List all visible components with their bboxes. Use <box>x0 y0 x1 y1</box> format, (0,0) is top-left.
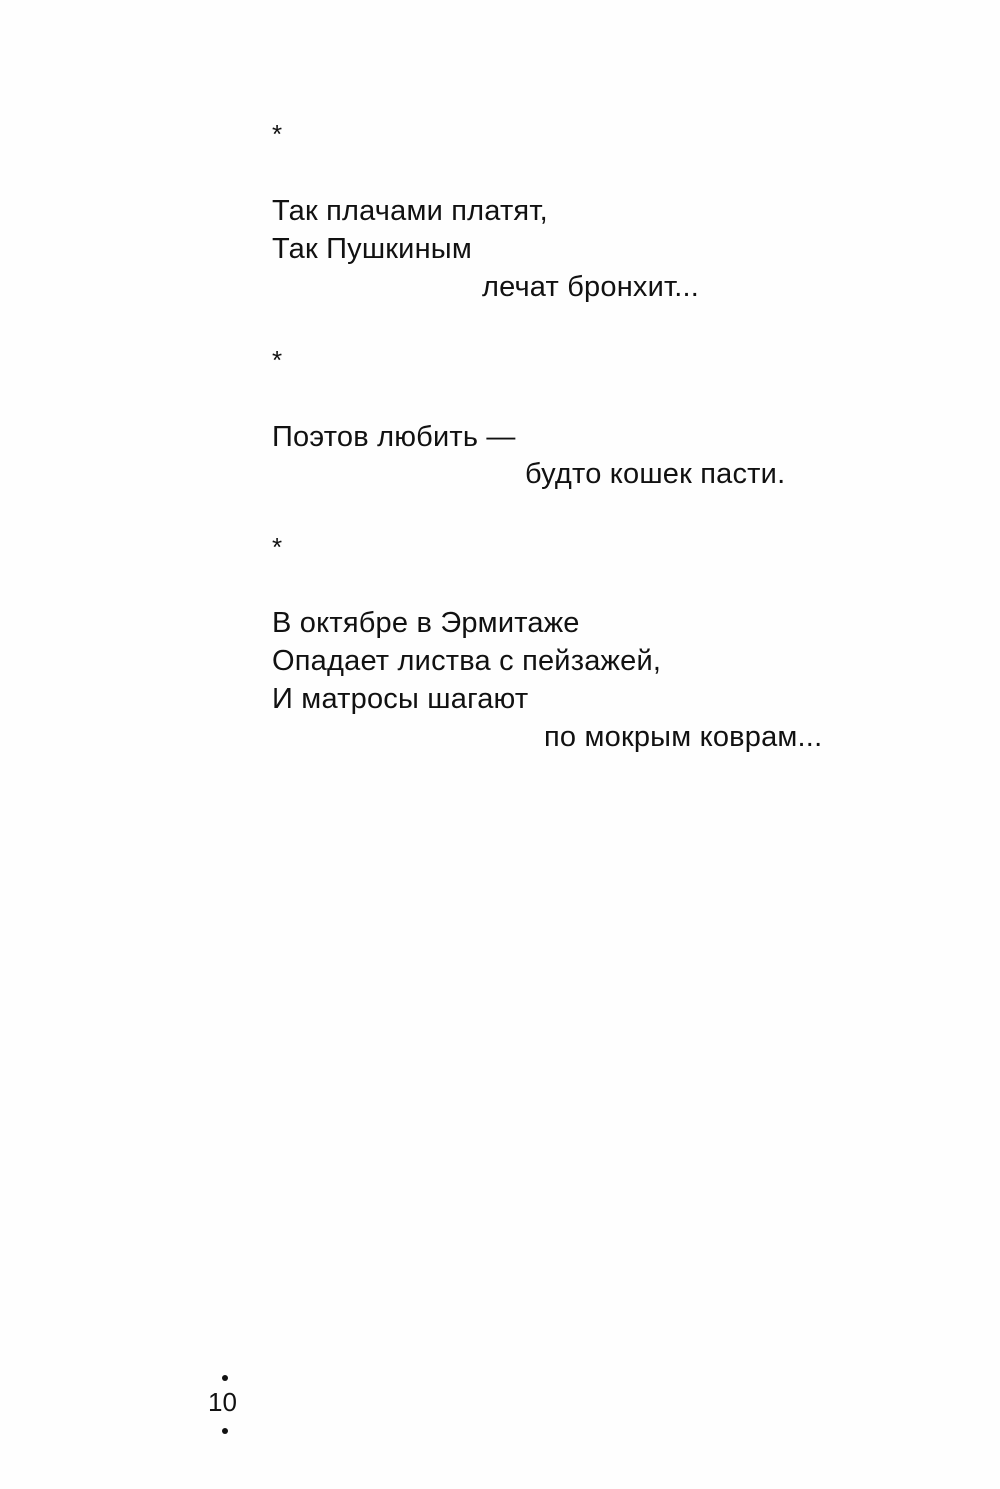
poem-2-line-2: будто кошек пасти. <box>525 458 786 490</box>
poem-2-separator: * <box>272 345 283 375</box>
poem-3-line-4: по мокрым коврам... <box>544 721 823 753</box>
poem-3-line-3: И матросы шагают <box>272 683 529 715</box>
poem-3-line-1: В октябре в Эрмитаже <box>272 607 580 639</box>
poem-1-line-2: Так Пушкиным <box>272 233 472 265</box>
poem-1-line-1: Так плачами платят, <box>272 195 548 227</box>
poem-3-line-2: Опадает листва с пейзажей, <box>272 645 662 677</box>
page-number-bottom-dot <box>222 1428 228 1434</box>
page-number-top-dot <box>222 1375 228 1381</box>
page-number: 10 <box>208 1387 237 1417</box>
poem-1-line-3: лечат бронхит... <box>482 271 700 303</box>
poem-2-line-1: Поэтов любить — <box>272 421 516 453</box>
poem-1-separator: * <box>272 119 283 149</box>
poem-3-separator: * <box>272 532 283 562</box>
page-number-block <box>205 1372 245 1436</box>
